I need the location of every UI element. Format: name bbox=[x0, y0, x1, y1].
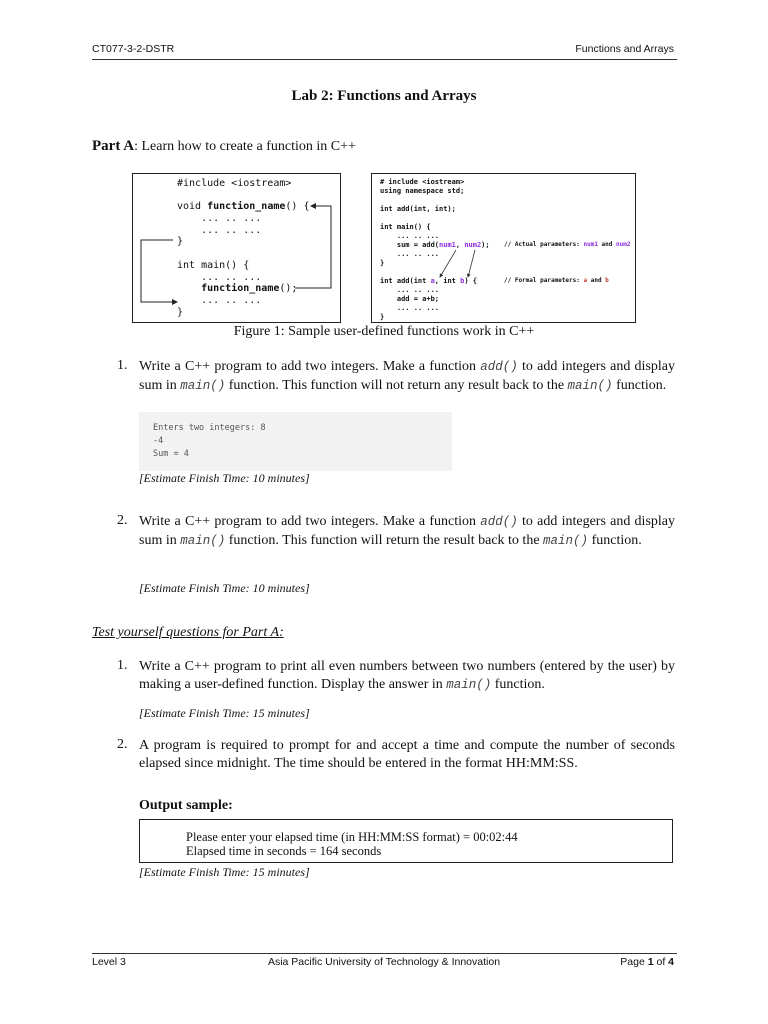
code-line: void function_name() { bbox=[177, 201, 310, 212]
figure-caption: Figure 1: Sample user-defined functions work in C++ bbox=[233, 324, 535, 339]
console-output bbox=[139, 412, 452, 471]
part-a-text: : Learn how to create a function in C++ bbox=[134, 139, 356, 154]
code-line: ... .. ... bbox=[380, 304, 440, 312]
estimate-time: [Estimate Finish Time: 15 minutes] bbox=[139, 865, 310, 879]
code-line: ... .. ... bbox=[177, 272, 262, 283]
task-1-text: Write a C++ program to add two integers. Make a function add() to add integers and display sum in main() function. This function will not return any result back to the main() function. bbox=[139, 359, 675, 393]
header-course-code: CT077-3-2-DSTR bbox=[92, 43, 175, 55]
code-line: ... .. ... bbox=[380, 286, 440, 294]
question-number: 2. bbox=[117, 737, 128, 752]
code-line: #include <iostream> bbox=[177, 178, 292, 189]
code-line: ... .. ... bbox=[177, 295, 262, 306]
question-2-text: A program is required to prompt for and accept a time and compute the number of seconds elapsed since midnight. The time should be entered in the format HH:MM:SS. bbox=[139, 738, 675, 771]
footer-page-number: Page 1 of 4 bbox=[620, 956, 674, 968]
code-line: int add(int a, int b) { bbox=[380, 277, 477, 285]
code-line: } bbox=[380, 259, 385, 267]
estimate-time: [Estimate Finish Time: 10 minutes] bbox=[139, 471, 310, 485]
header-topic: Functions and Arrays bbox=[575, 43, 674, 55]
console-line: -4 bbox=[153, 436, 164, 446]
code-line: add = a+b; bbox=[380, 295, 440, 303]
output-sample-box bbox=[139, 819, 673, 863]
code-line: int main() { bbox=[177, 260, 250, 271]
code-comment: // Actual parameters: num1 and num2 bbox=[504, 241, 631, 248]
test-yourself-heading: Test yourself questions for Part A: bbox=[92, 625, 284, 640]
output-sample-label: Output sample: bbox=[139, 798, 233, 813]
code-line: ... .. ... bbox=[177, 213, 262, 224]
code-line: # include <iostream> bbox=[380, 178, 465, 186]
code-line: sum = add(num1, num2); bbox=[380, 241, 490, 249]
footer-level: Level 3 bbox=[92, 956, 126, 968]
code-line: function_name(); bbox=[201, 283, 298, 294]
task-number: 2. bbox=[117, 513, 128, 528]
estimate-time: [Estimate Finish Time: 15 minutes] bbox=[139, 706, 310, 720]
output-line: Elapsed time in seconds = 164 seconds bbox=[186, 844, 382, 858]
code-line: ... .. ... bbox=[177, 225, 262, 236]
header-rule bbox=[92, 59, 677, 60]
page-title: Lab 2: Functions and Arrays bbox=[291, 88, 477, 104]
code-line: ... .. ... bbox=[380, 232, 440, 240]
estimate-time: [Estimate Finish Time: 10 minutes] bbox=[139, 581, 310, 595]
footer-rule bbox=[92, 953, 677, 954]
console-line: Sum = 4 bbox=[153, 449, 189, 459]
output-line: Please enter your elapsed time (in HH:MM:SS format) = 00:02:44 bbox=[186, 830, 518, 844]
footer-university: Asia Pacific University of Technology & Innovation bbox=[267, 956, 501, 968]
figure-right-code-box bbox=[371, 173, 636, 323]
task-number: 1. bbox=[117, 358, 128, 373]
task-2-text: Write a C++ program to add two integers. Make a function add() to add integers and display sum in main() function. This function will return the result back to the main() function. bbox=[139, 514, 675, 548]
code-line: } bbox=[380, 313, 385, 321]
question-1-text: Write a C++ program to print all even numbers between two numbers (entered by the user) by making a user-defined function. Display the answer in main() function. bbox=[139, 659, 675, 692]
code-line: using namespace std; bbox=[380, 187, 465, 195]
part-a-label: Part A bbox=[92, 138, 135, 154]
code-line: int add(int, int); bbox=[380, 205, 456, 213]
figure-left-code-box bbox=[132, 173, 341, 323]
code-line: int main() { bbox=[380, 223, 431, 231]
question-number: 1. bbox=[117, 658, 128, 673]
code-line: } bbox=[177, 236, 184, 247]
code-line: ... .. ... bbox=[380, 250, 440, 258]
console-line: Enters two integers: 8 bbox=[153, 423, 266, 433]
code-comment: // Formal parameters: a and b bbox=[504, 277, 609, 284]
part-a-heading bbox=[92, 138, 356, 155]
code-line: } bbox=[177, 307, 184, 318]
